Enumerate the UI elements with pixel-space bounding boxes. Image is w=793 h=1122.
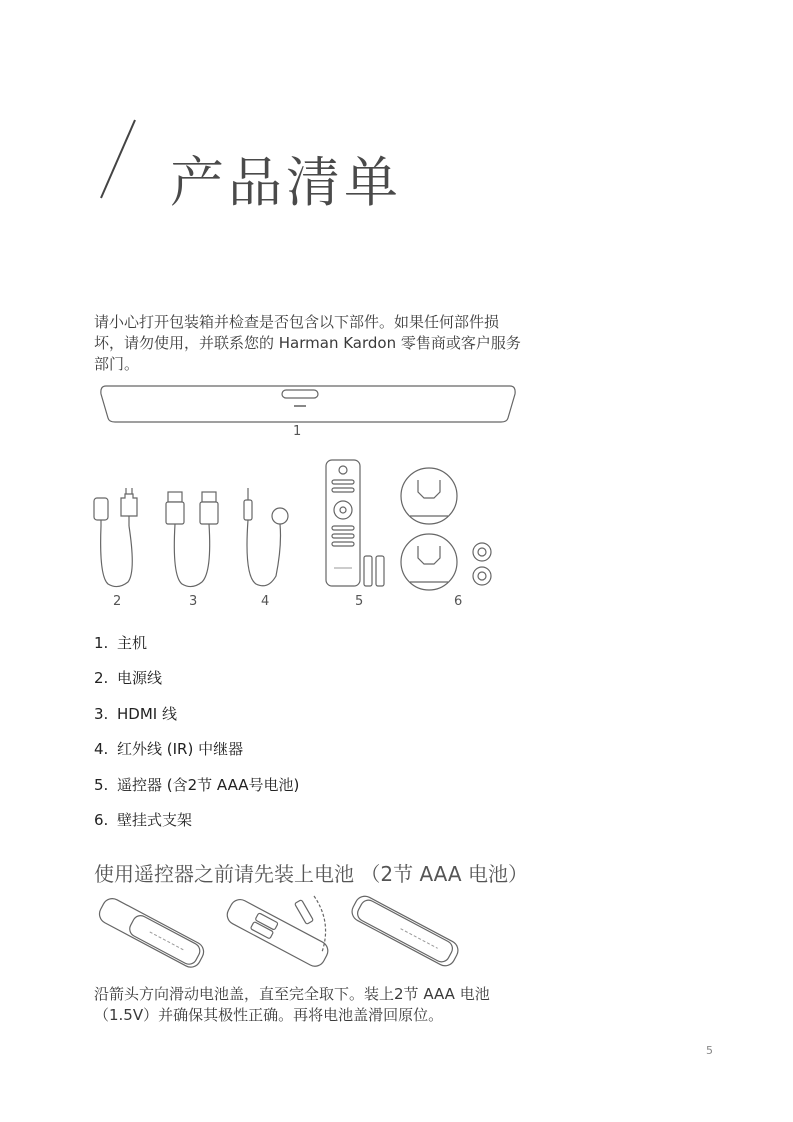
figure-label-2: 2 — [113, 594, 122, 609]
battery-step-2-illustration — [222, 892, 334, 972]
figure-label-5: 5 — [355, 594, 364, 609]
page-title: 产品清单 — [170, 151, 402, 214]
figure-label-1: 1 — [293, 424, 302, 439]
wall-bracket-illustration — [396, 466, 500, 592]
power-cord-illustration — [88, 486, 148, 594]
title-slash-decoration — [97, 118, 139, 200]
battery-step-3-illustration — [346, 894, 464, 968]
battery-instructions: 沿箭头方向滑动电池盖，直至完全取下。装上2节 AAA 电池 （1.5V）并确保其极性正确。再将电池盖滑回原位。 — [94, 985, 490, 1024]
ir-repeater-illustration — [236, 486, 296, 594]
intro-paragraph: 请小心打开包装箱并检查是否包含以下部件。如果任何部件损坏，请勿使用，并联系您的 Harman Kardon 零售商或客户服务部门。 — [94, 313, 521, 373]
list-item: 1. 主机 — [94, 634, 148, 652]
battery-step-1-illustration — [94, 896, 210, 968]
page-number: 5 — [706, 1044, 713, 1057]
figure-label-4: 4 — [261, 594, 270, 609]
figure-label-6: 6 — [454, 594, 463, 609]
parts-list — [94, 632, 299, 844]
list-item: 2. 电源线 — [94, 669, 163, 688]
soundbar-illustration — [96, 380, 520, 426]
list-item: 4. 红外线 (IR) 中继器 — [94, 740, 244, 759]
hdmi-cable-illustration — [162, 486, 222, 594]
figure-label-3: 3 — [189, 594, 198, 609]
list-item: 5. 遥控器 (含2节 AAA号电池) — [94, 775, 300, 794]
remote-control-illustration — [320, 456, 390, 592]
list-item: 6. 壁挂式支架 — [94, 810, 193, 829]
list-item: 3. HDMI 线 — [94, 704, 177, 723]
battery-heading: 使用遥控器之前请先装上电池 （2节 AAA 电池） — [94, 862, 528, 886]
